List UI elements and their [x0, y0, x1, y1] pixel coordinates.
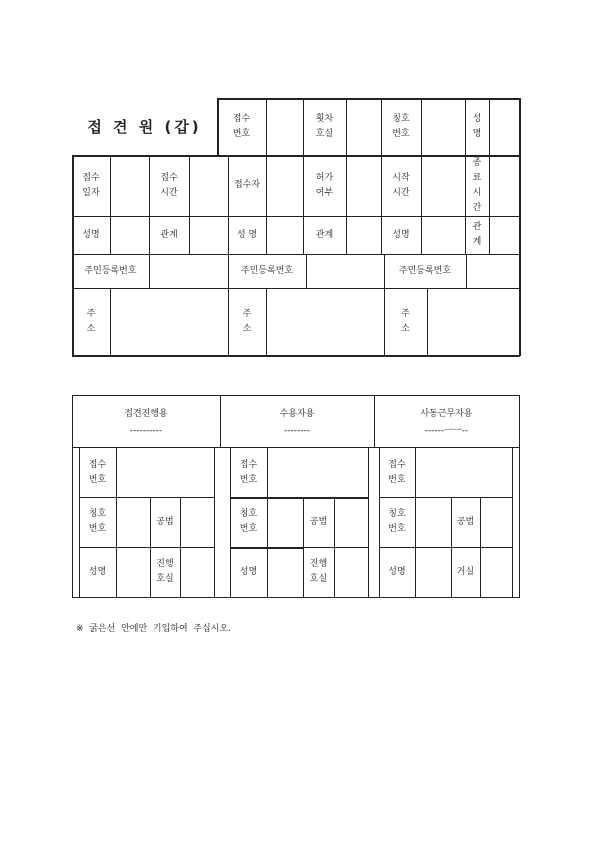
visitor-name-field-2[interactable] [267, 217, 303, 254]
col2-accomplice-label: 공범 [309, 516, 328, 527]
address-field-1[interactable] [111, 289, 228, 355]
col1-accomplice-label: 공범 [156, 516, 174, 527]
col2-reception-no-label: 접수 번호 [239, 459, 258, 485]
col3-room-label: 거실 [456, 566, 475, 577]
col3-title-no-field[interactable] [416, 498, 451, 547]
rrn-field-1[interactable] [150, 255, 228, 288]
address-field-2[interactable] [267, 289, 384, 355]
col1-reception-no-field[interactable] [117, 448, 214, 497]
form-title: 접 견 원 (갑) [87, 118, 202, 136]
address-label-1: 주 소 [86, 308, 96, 334]
col3-reception-no-label: 접수 번호 [388, 459, 406, 485]
visit-count-field[interactable] [347, 99, 381, 155]
relation-label-1: 관계 [160, 229, 178, 240]
visitor-name-field-3[interactable] [422, 217, 465, 254]
col3-title-no-label: 칭호 번호 [388, 509, 406, 534]
visit-count-label: 횟차 호실 [315, 113, 334, 139]
relation-field-1[interactable] [190, 217, 228, 254]
relation-field-2[interactable] [347, 217, 381, 254]
receiver-field[interactable] [267, 156, 303, 216]
visitor-name-label-3: 성명 [392, 229, 410, 240]
address-label-3: 주 소 [401, 308, 410, 334]
reception-date-label: 접수 일자 [82, 172, 100, 198]
end-time-label: 종 료 시 간 [472, 157, 482, 213]
footnote: ※ 굵은선 안에만 기입하여 주십시오. [76, 624, 232, 634]
col3-accomplice-field[interactable] [481, 498, 512, 547]
progress-copy-header: 접견진행용 [124, 408, 168, 419]
name-field[interactable] [490, 99, 519, 155]
col3-name-label: 성명 [388, 566, 406, 577]
col1-name-field[interactable] [117, 548, 150, 597]
reception-time-field[interactable] [190, 156, 228, 216]
permission-label: 허가 여부 [315, 172, 334, 198]
rrn-field-3[interactable] [467, 255, 519, 288]
end-time-field[interactable] [490, 156, 519, 216]
visitor-name-field-1[interactable] [111, 217, 149, 254]
col2-accomplice-field[interactable] [335, 498, 368, 547]
col1-reception-no-label: 접수 번호 [88, 459, 107, 485]
col2-reception-no-field[interactable] [268, 448, 368, 497]
ward-staff-copy-dashes: ------ㅡㅡ-- [424, 425, 469, 436]
inmate-copy-dashes: -------- [284, 425, 310, 436]
progress-copy-dashes: ---------- [129, 425, 163, 436]
col2-progress-room-field[interactable] [335, 548, 368, 597]
reception-no-label: 접수 번호 [232, 113, 251, 139]
reception-no-field[interactable] [267, 99, 303, 155]
rrn-label-2: 주민등록번호 [240, 265, 294, 276]
address-field-3[interactable] [428, 289, 519, 355]
col1-progress-room-label: 진행 호실 [156, 559, 174, 584]
receiver-label: 접수자 [233, 180, 261, 190]
ward-staff-copy-header: 사동근무자용 [420, 408, 473, 419]
visitor-name-label-1: 성명 [82, 229, 100, 240]
col1-title-no-label: 칭호 번호 [88, 509, 107, 534]
col1-name-label: 성명 [88, 566, 107, 577]
reception-time-label: 접수 시간 [160, 172, 178, 198]
permission-field[interactable] [347, 156, 381, 216]
relation-label-3: 관 계 [472, 222, 482, 247]
col3-name-field[interactable] [416, 548, 451, 597]
col2-title-no-label: 칭호 번호 [239, 509, 258, 534]
visitor-name-label-2: 성 명 [236, 229, 258, 240]
col1-progress-room-field[interactable] [181, 548, 214, 597]
col1-title-no-field[interactable] [117, 498, 150, 547]
col3-accomplice-label: 공범 [456, 516, 475, 527]
name-label: 성 명 [472, 113, 482, 139]
col2-progress-room-label: 진행 호실 [309, 559, 328, 584]
title-no-label: 칭호 번호 [392, 113, 410, 139]
start-time-label: 시작 시간 [392, 172, 410, 198]
title-no-field[interactable] [422, 99, 465, 155]
relation-field-3[interactable] [490, 217, 519, 254]
start-time-field[interactable] [422, 156, 465, 216]
col3-room-field[interactable] [481, 548, 512, 597]
inmate-copy-header: 수용자용 [279, 408, 315, 419]
col3-reception-no-field[interactable] [416, 448, 512, 497]
reception-date-field[interactable] [111, 156, 149, 216]
col1-accomplice-field[interactable] [181, 498, 214, 547]
address-label-2: 주 소 [242, 308, 252, 334]
rrn-field-2[interactable] [307, 255, 384, 288]
rrn-label-1: 주민등록번호 [84, 265, 137, 276]
relation-label-2: 관계 [315, 229, 334, 240]
rrn-label-3: 주민등록번호 [398, 265, 452, 276]
col2-title-no-field[interactable] [268, 498, 303, 547]
col2-name-field[interactable] [268, 548, 303, 597]
col2-name-label: 성명 [239, 566, 258, 577]
